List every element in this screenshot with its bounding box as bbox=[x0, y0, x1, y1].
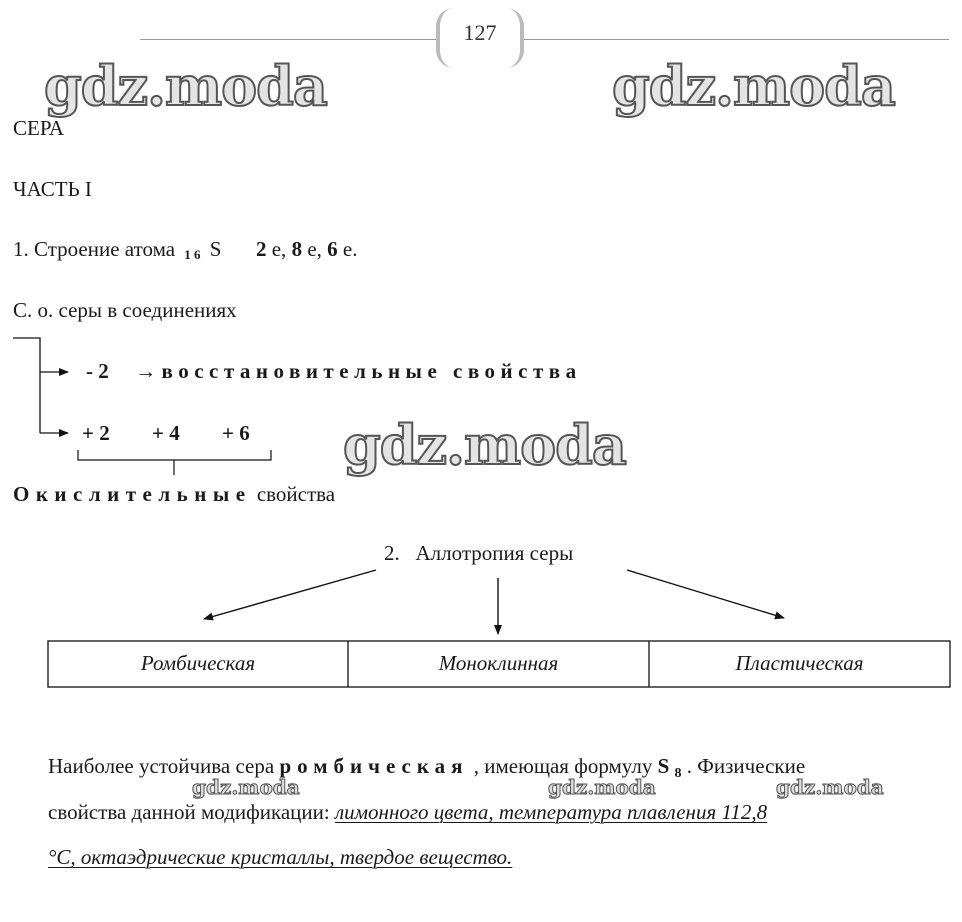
oxidation-state-plus: + 4 bbox=[152, 421, 180, 445]
watermark-small: gdz.moda bbox=[192, 775, 300, 799]
part-label: ЧАСТЬ I bbox=[13, 177, 92, 201]
shell-unit: е, bbox=[302, 237, 322, 261]
section-title: СЕРА bbox=[13, 116, 64, 140]
oxidation-heading: С. о. серы в соединениях bbox=[13, 298, 237, 322]
watermark-small: gdz.moda bbox=[548, 775, 656, 799]
paragraph-line-3 bbox=[48, 845, 512, 870]
arrow-left bbox=[204, 570, 376, 619]
watermark: gdz.moda bbox=[44, 54, 327, 118]
formula-subscript: 8 bbox=[674, 766, 682, 781]
paragraph-line-2 bbox=[48, 800, 767, 825]
shell-number: 2 bbox=[255, 237, 267, 261]
arrow-right bbox=[627, 570, 784, 618]
allotropy-heading: 2. Аллотропия серы bbox=[384, 541, 574, 565]
table-cell-plastic: Пластическая bbox=[735, 650, 864, 675]
paragraph-text: , имеющая формулу bbox=[468, 754, 658, 778]
shell-unit: е, bbox=[266, 237, 287, 261]
shell-number: 8 bbox=[291, 237, 303, 261]
table-cell-rhombic: Ромбическая bbox=[140, 650, 256, 675]
reduction-label: восстановительные свойства bbox=[161, 359, 582, 383]
page-number: 127 bbox=[463, 20, 497, 45]
oxidation-state-minus: - 2 bbox=[86, 359, 109, 383]
atom-symbol: S bbox=[209, 237, 222, 261]
curly-brace bbox=[78, 450, 271, 475]
table-cell-monoclinic: Моноклинная bbox=[438, 650, 559, 675]
paragraph-bold-word: ромбическая bbox=[279, 754, 469, 778]
watermark: gdz.moda bbox=[343, 413, 626, 477]
formula-symbol: S bbox=[657, 754, 670, 778]
reduction-line bbox=[86, 359, 582, 384]
atom-number: 1 6 bbox=[184, 247, 201, 262]
oxidation-state-plus: + 2 bbox=[82, 421, 110, 445]
branch-connector bbox=[13, 338, 40, 433]
oxidation-label-line bbox=[13, 482, 335, 507]
watermark-small: gdz.moda bbox=[776, 775, 884, 799]
right-arrow-icon: → bbox=[135, 359, 157, 383]
answer-text: лимонного цвета, температура плавления 112,8 bbox=[334, 800, 768, 824]
oxidation-state-plus: + 6 bbox=[222, 421, 250, 445]
shell-number: 6 bbox=[327, 237, 338, 261]
shell-unit: е. bbox=[337, 237, 358, 261]
oxidation-label-bold: Окислительные bbox=[13, 482, 252, 506]
paragraph-text: свойства данной модификации: bbox=[48, 800, 335, 824]
atom-structure-prefix: 1. Строение атома bbox=[13, 237, 176, 261]
paragraph-text: Наиболее устойчива сера bbox=[48, 754, 280, 778]
oxidation-label-rest: свойства bbox=[251, 482, 336, 506]
answer-text: °С, октаэдрические кристаллы, твердое вещество. bbox=[48, 845, 513, 869]
paragraph-line-1 bbox=[48, 754, 805, 779]
paragraph-text: . Физические bbox=[681, 754, 806, 778]
watermark: gdz.moda bbox=[612, 54, 895, 118]
